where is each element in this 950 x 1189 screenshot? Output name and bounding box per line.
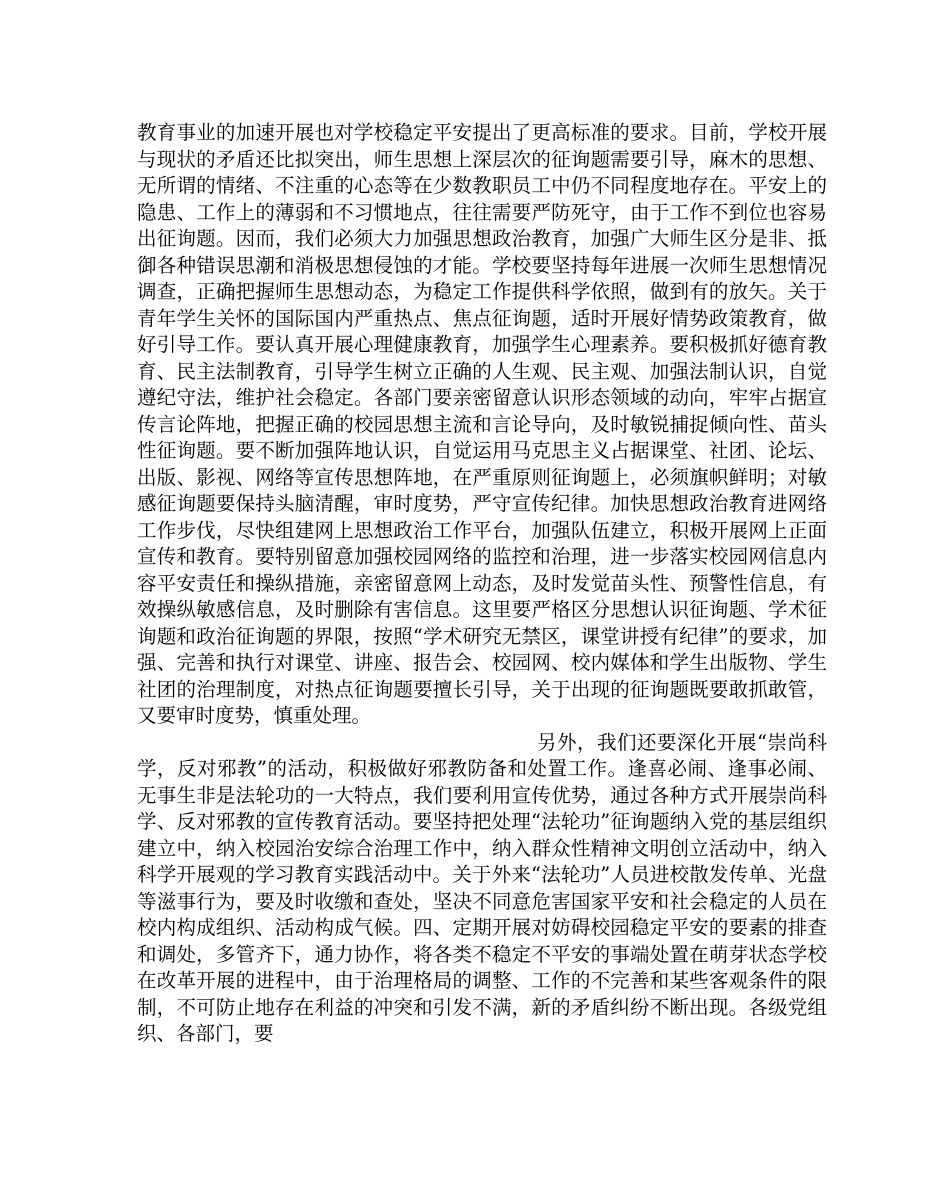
paragraph-2: 另外，我们还要深化开展“崇尚科学，反对邪教”的活动，积极做好邪教防备和处置工作。逢喜必闹、逢事必闹、无事生非是法轮功的一大特点，我们要利用宣传优势，通过各种方式开展崇尚科学、反对邪教的宣传教育活动。要坚持把处理“法轮功”征询题纳入党的基层组织建立中，纳入校园治安综合治理工作中，纳入群众性精神文明创立活动中，纳入科学开展观的学习教育实践活动中。关于外来“法轮功”人员进校散发传单、光盘等滋事行为，要及时收缴和查处，坚决不同意危害国家平安和社会稳定的人员在校内构成组织、活动构成气候。四、定期开展对妨碍校园稳定平安的要素的排查和调处，多管齐下，通力协作，将各类不稳定不平安的事端处置在萌芽状态学校在改革开展的进程中，由于治理格局的调整、工作的不完善和某些客观条件的限制，不可防止地存在利益的冲突和引发不满，新的矛盾纠纷不断出现。各级党组织、各部门，要 [137,730,827,1045]
body-text [137,120,827,1048]
paragraph-1: 教育事业的加速开展也对学校稳定平安提出了更高标准的要求。目前，学校开展与现状的矛盾还比拟突出，师生思想上深层次的征询题需要引导，麻木的思想、无所谓的情绪、不注重的心态等在少数教职员工中仍不同程度地存在。平安上的隐患、工作上的薄弱和不习惯地点，往往需要严防死守，由于工作不到位也容易出征询题。因而，我们必须大力加强思想政治教育，加强广大师生区分是非、抵御各种错误思潮和消极思想侵蚀的才能。学校要坚持每年进展一次师生思想情况调查，正确把握师生思想动态，为稳定工作提供科学依照，做到有的放矢。关于青年学生关怀的国际国内严重热点、焦点征询题，适时开展好情势政策教育，做好引导工作。要认真开展心理健康教育，加强学生心理素养。要积极抓好德育教育、民主法制教育，引导学生树立正确的人生观、民主观、加强法制认识，自觉遵纪守法，维护社会稳定。各部门要亲密留意认识形态领域的动向，牢牢占据宣传言论阵地，把握正确的校园思想主流和言论导向，及时敏锐捕捉倾向性、苗头性征询题。要不断加强阵地认识，自觉运用马克思主义占据课堂、社团、论坛、出版、影视、网络等宣传思想阵地，在严重原则征询题上，必须旗帜鲜明；对敏感征询题要保持头脑清醒，审时度势，严守宣传纪律。加快思想政治教育进网络工作步伐，尽快组建网上思想政治工作平台，加强队伍建立，积极开展网上正面宣传和教育。要特别留意加强校园网络的监控和治理，进一步落实校园网信息内容平安责任和操纵措施，亲密留意网上动态，及时发觉苗头性、预警性信息，有效操纵敏感信息，及时删除有害信息。这里要严格区分思想认识征询题、学术征询题和政治征询题的界限，按照“学术研究无禁区，课堂讲授有纪律”的要求，加强、完善和执行对课堂、讲座、报告会、校园网、校内媒体和学生出版物、学生社团的治理制度，对热点征询题要擅长引导，关于出现的征询题既要敢抓敢管，又要审时度势，慎重处理。 [137,121,827,727]
